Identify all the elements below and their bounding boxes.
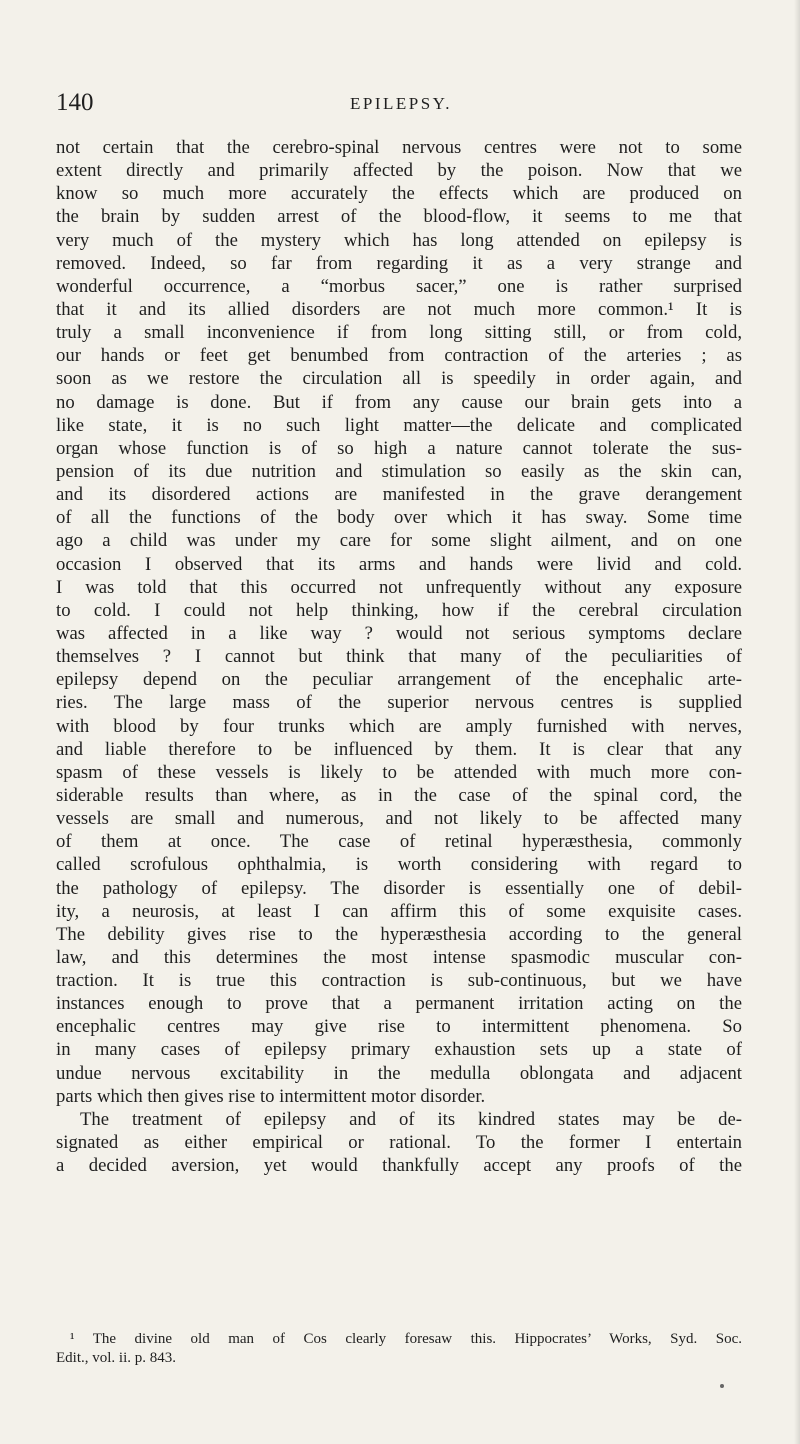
- text-line: ries. The large mass of the superior nervous centres is supplied: [56, 692, 742, 714]
- text-line: ago a child was under my care for some slight ailment, and on one: [56, 530, 742, 552]
- text-line: the pathology of epilepsy. The disorder is essentially one of debil-: [56, 877, 742, 899]
- text-line: pension of its due nutrition and stimulation so easily as the skin can,: [56, 460, 742, 482]
- text-line: truly a small inconvenience if from long sitting still, or from cold,: [56, 322, 742, 344]
- text-line: parts which then gives rise to intermittent motor disorder.: [56, 1085, 486, 1107]
- text-line: traction. It is true this contraction is sub-continuous, but we have: [56, 970, 742, 992]
- text-line: that it and its allied disorders are not much more common.¹ It is: [56, 298, 742, 320]
- text-line: The debility gives rise to the hyperæsthesia according to the general: [56, 923, 742, 945]
- body-text: [56, 136, 742, 1177]
- text-line: very much of the mystery which has long attended on epilepsy is: [56, 229, 742, 251]
- page-number: 140: [56, 89, 94, 116]
- text-line: not certain that the cerebro-spinal nervous centres were not to some: [56, 137, 742, 158]
- text-line: and its disordered actions are manifested in the grave derangement: [56, 484, 742, 506]
- text-line: to cold. I could not help thinking, how if the cerebral circulation: [56, 599, 742, 621]
- text-line: removed. Indeed, so far from regarding it as a very strange and: [56, 252, 742, 274]
- text-line: undue nervous excitability in the medulla oblongata and adjacent: [56, 1062, 742, 1084]
- text-line: epilepsy depend on the peculiar arrangement of the encephalic arte-: [56, 669, 742, 691]
- text-line: ity, a neurosis, at least I can affirm this of some exquisite cases.: [56, 900, 742, 922]
- text-line: law, and this determines the most intense spasmodic muscular con-: [56, 946, 742, 968]
- text-line: extent directly and primarily affected by the poison. Now that we: [56, 160, 742, 182]
- text-line: was affected in a like way ? would not serious symptoms declare: [56, 622, 742, 644]
- text-line: The treatment of epilepsy and of its kindred states may be de-: [80, 1108, 742, 1130]
- footnote: [56, 1330, 742, 1368]
- text-line: instances enough to prove that a permanent irritation acting on the: [56, 993, 742, 1015]
- text-line: a decided aversion, yet would thankfully accept any proofs of the: [56, 1155, 742, 1177]
- text-line: spasm of these vessels is likely to be attended with much more con-: [56, 761, 742, 783]
- text-line: the brain by sudden arrest of the blood-flow, it seems to me that: [56, 206, 742, 228]
- text-line: know so much more accurately the effects which are produced on: [56, 183, 742, 205]
- footnote-line: Edit., vol. ii. p. 843.: [56, 1350, 176, 1366]
- text-line: wonderful occurrence, a “morbus sacer,” one is rather surprised: [56, 275, 742, 297]
- text-line: soon as we restore the circulation all is speedily in order again, and: [56, 368, 742, 390]
- text-line: occasion I observed that its arms and hands were livid and cold.: [56, 553, 742, 575]
- text-line: and liable therefore to be influenced by them. It is clear that any: [56, 738, 742, 760]
- text-line: called scrofulous ophthalmia, is worth considering with regard to: [56, 854, 742, 876]
- text-line: of them at once. The case of retinal hyperæsthesia, commonly: [56, 831, 742, 853]
- running-head: EPILEPSY.: [349, 94, 452, 113]
- text-line: no damage is done. But if from any cause our brain gets into a: [56, 391, 742, 413]
- footnote-line: ¹ The divine old man of Cos clearly foresaw this. Hippocrates’ Works, Syd. Soc.: [70, 1331, 742, 1347]
- text-line: signated as either empirical or rational. To the former I entertain: [56, 1132, 742, 1154]
- page-header: [56, 88, 746, 118]
- text-line: of all the functions of the body over which it has sway. Some time: [56, 507, 742, 529]
- page-edge-shadow: [794, 0, 800, 1444]
- text-line: vessels are small and numerous, and not likely to be affected many: [56, 808, 742, 830]
- text-line: like state, it is no such light matter—the delicate and complicated: [56, 414, 742, 436]
- page-mark-dot: [720, 1384, 724, 1388]
- text-line: our hands or feet get benumbed from contraction of the arteries ; as: [56, 345, 742, 367]
- text-line: with blood by four trunks which are amply furnished with nerves,: [56, 715, 742, 737]
- text-line: I was told that this occurred not unfrequently without any exposure: [56, 576, 742, 598]
- text-line: in many cases of epilepsy primary exhaustion sets up a state of: [56, 1039, 742, 1061]
- text-line: organ whose function is of so high a nature cannot tolerate the sus-: [56, 437, 742, 459]
- text-line: encephalic centres may give rise to intermittent phenomena. So: [56, 1016, 742, 1038]
- text-line: siderable results than where, as in the case of the spinal cord, the: [56, 784, 742, 806]
- text-line: themselves ? I cannot but think that many of the peculiarities of: [56, 646, 742, 668]
